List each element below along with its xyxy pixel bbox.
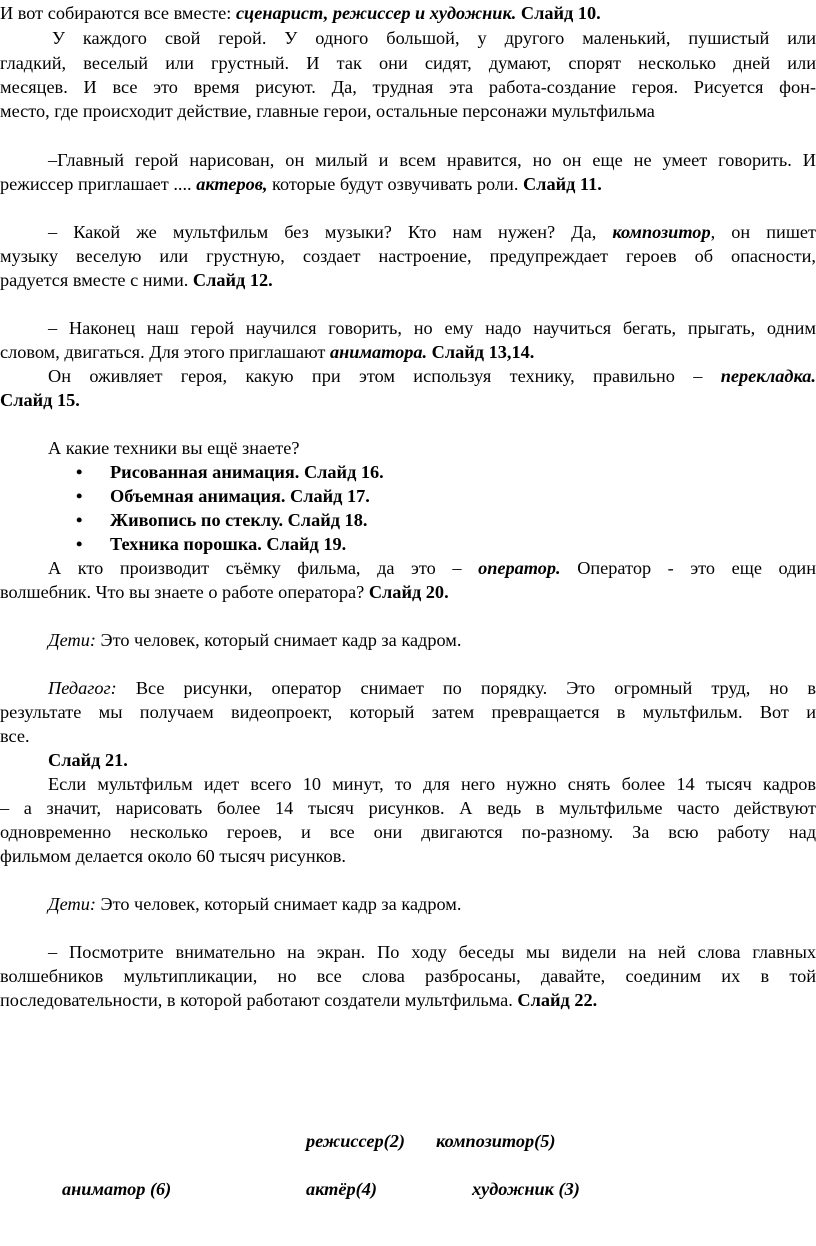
bullet-icon: • — [76, 534, 83, 554]
slide-22-label: Слайд 22. — [517, 990, 598, 1010]
speaker-label: Педагог: — [48, 678, 117, 698]
word-composer: композитор(5) — [436, 1131, 556, 1151]
bullet-icon: • — [76, 510, 83, 530]
actors-para-line-1: –Главный герой нарисован, он милый и всем нравится, но он еще не умеет говорить. И — [48, 150, 816, 170]
speaker-label: Дети: — [48, 894, 96, 914]
composer-para-line-3: радуется вместе с ними. Слайд 12. — [0, 270, 273, 290]
slide-11-label: Слайд 11. — [522, 174, 602, 194]
frames-para-line-2: – а значит, нарисовать более 14 тысяч рисунков. А ведь в мультфильме часто действуют — [0, 798, 816, 818]
operator-para-line-1: А кто производит съёмку фильма, да это – оператор. Оператор - это еще один — [48, 558, 816, 578]
intro-line — [0, 1, 816, 26]
animator-word: аниматора. — [329, 342, 428, 362]
hero-para-line-3: месяцев. И все это время рисуют. Да, трудная эта работа-создание героя. Рисуется фон- — [0, 77, 816, 97]
document-page: И вот собираются все вместе: сценарист, режиссер и художник. Слайд 10. У каждого свой герой. У одного большой, у другого маленький, пушистый или гладкий, веселый или грустный. И так они сидят, думают, спорят несколько дней или месяцев. И все это время рисуют. Да, трудная эта работа-создание героя. Рисуется фон- место, где происходит действие, главные герои, остальные персонажи мультфильма –Главный герой нарисован, он милый и всем нравится, но он еще не умеет говорить. И режиссер приглашает .... актеров, которые будут озвучивать роли. Слайд 11. – Какой же мультфильм без музыки? Кто нам нужен? Да, композитор, он пишет музыку веселую или грустную, создает настроение, предупреждает героев об опасности, радуется вместе с ними. Слайд 12. – Наконец наш герой научился говорить, но ему надо научиться бегать, прыгать, одним словом, двигаться. Для этого приглашают аниматора. Слайд 13,14. Он оживляет героя, какую при этом используя технику, правильно – перекладка. Слайд 15. А какие техники вы ещё знаете? • Рисованная анимация. Слайд 16. • Объемная анимация. Слайд 17. • Живопись по стеклу. Слайд 18. • Техника порошка. Слайд 19. А кто производит съёмку фильма, да это – оператор. Оператор - это еще один волшебник. Что вы знаете о работе оператора? Слайд 20. Дети: Это человек, который снимает кадр за кадром. Педагог: Все рисунки, оператор снимает по порядку. Это огромный труд, но в результате мы получаем видеопроект, который затем превращается в мультфильм. Вот и все. Слайд 21. Если мультфильм идет всего 10 минут, то для него нужно снять более 14 тысяч кадров – а значит, нарисовать более 14 тысяч рисунков. А ведь в мультфильме часто действуют одновременно несколько героев, и все они двигаются по-разному. За всю работу над фильмом делается около 60 тысяч рисунков. Дети: Это человек, который снимает кадр за кадром. – Посмотрите внимательно на экран. По ходу беседы мы видели на ней слова главных волшебников мультипликации, но все слова разбросаны, давайте, соединим их в той последовательности, в которой работают создатели мультфильма. Слайд 22. режиссер(2) композитор(5) аниматор (6) актёр(4) художник (3) — [0, 0, 816, 1246]
bullet-icon: • — [76, 486, 83, 506]
teacher-para-line-3: все. — [0, 726, 30, 746]
hero-para-line-2: гладкий, веселый или грустный. И так они сидят, думают, спорят несколько дней или — [0, 53, 816, 73]
slide-12-label: Слайд 12. — [192, 270, 273, 290]
bullet-icon: • — [76, 462, 83, 482]
screen-para-line-3: последовательности, в которой работают создатели мультфильма. Слайд 22. — [0, 990, 598, 1010]
composer-para-line-1: – Какой же мультфильм без музыки? Кто нам нужен? Да, композитор, он пишет — [48, 222, 816, 242]
operator-word: оператор. — [478, 558, 561, 578]
word-animator: аниматор (6) — [62, 1179, 172, 1199]
operator-para-line-2: волшебник. Что вы знаете о работе оператора? Слайд 20. — [0, 582, 449, 602]
slide-21-label: Слайд 21. — [48, 750, 128, 770]
slide-15-label: Слайд 15. — [0, 390, 80, 410]
teacher-para-line-1: Педагог: Все рисунки, оператор снимает по порядку. Это огромный труд, но в — [48, 678, 816, 698]
teacher-para-line-2: результате мы получаем видеопроект, который затем превращается в мультфильм. Вот и — [0, 702, 816, 722]
actors-word: актеров, — [196, 174, 268, 194]
children-answer-2: Дети: Это человек, который снимает кадр за кадром. — [48, 894, 462, 914]
screen-para-line-2: волшебников мультипликации, но все слова разбросаны, давайте, соединим их в той — [0, 966, 816, 986]
hero-para-line-1: У каждого свой герой. У одного большой, у другого маленький, пушистый или — [52, 28, 816, 48]
animator-para-line-2: словом, двигаться. Для этого приглашают аниматора. Слайд 13,14. — [0, 342, 535, 362]
intro-roles: сценарист, режиссер и художник. — [235, 3, 517, 23]
word-artist: художник (3) — [472, 1179, 580, 1199]
intro-text: И вот собираются все вместе: — [0, 3, 236, 23]
slide-20-label: Слайд 20. — [368, 582, 449, 602]
composer-para-line-2: музыку веселую или грустную, создает настроение, предупреждает героев об опасности, — [0, 246, 816, 266]
word-actor: актёр(4) — [306, 1179, 377, 1199]
techniques-question: А какие техники вы ещё знаете? — [48, 438, 300, 458]
animator-para-line-1: – Наконец наш герой научился говорить, но ему надо научиться бегать, прыгать, одним — [48, 318, 816, 338]
frames-para-line-3: одновременно несколько героев, и все они двигаются по-разному. За всю работу над — [0, 822, 816, 842]
speaker-label: Дети: — [48, 630, 96, 650]
frames-para-line-1: Если мультфильм идет всего 10 минут, то для него нужно снять более 14 тысяч кадров — [48, 774, 816, 794]
technique-para-line-1: Он оживляет героя, какую при этом используя технику, правильно – перекладка. — [48, 366, 816, 386]
cutout-word: перекладка. — [720, 366, 816, 386]
word-director: режиссер(2) — [306, 1131, 405, 1151]
hero-para-line-4: место, где происходит действие, главные герои, остальные персонажи мультфильма — [0, 101, 655, 121]
children-answer-1: Дети: Это человек, который снимает кадр за кадром. — [48, 630, 462, 650]
slide-10-label: Слайд 10. — [516, 3, 601, 23]
composer-word: композитор — [612, 222, 711, 242]
slide-13-14-label: Слайд 13,14. — [427, 342, 535, 362]
screen-para-line-1: – Посмотрите внимательно на экран. По ходу беседы мы видели на ней слова главных — [48, 942, 816, 962]
frames-para-line-4: фильмом делается около 60 тысяч рисунков. — [0, 846, 346, 866]
actors-para-line-2: режиссер приглашает .... актеров, которые будут озвучивать роли. Слайд 11. — [0, 174, 602, 194]
